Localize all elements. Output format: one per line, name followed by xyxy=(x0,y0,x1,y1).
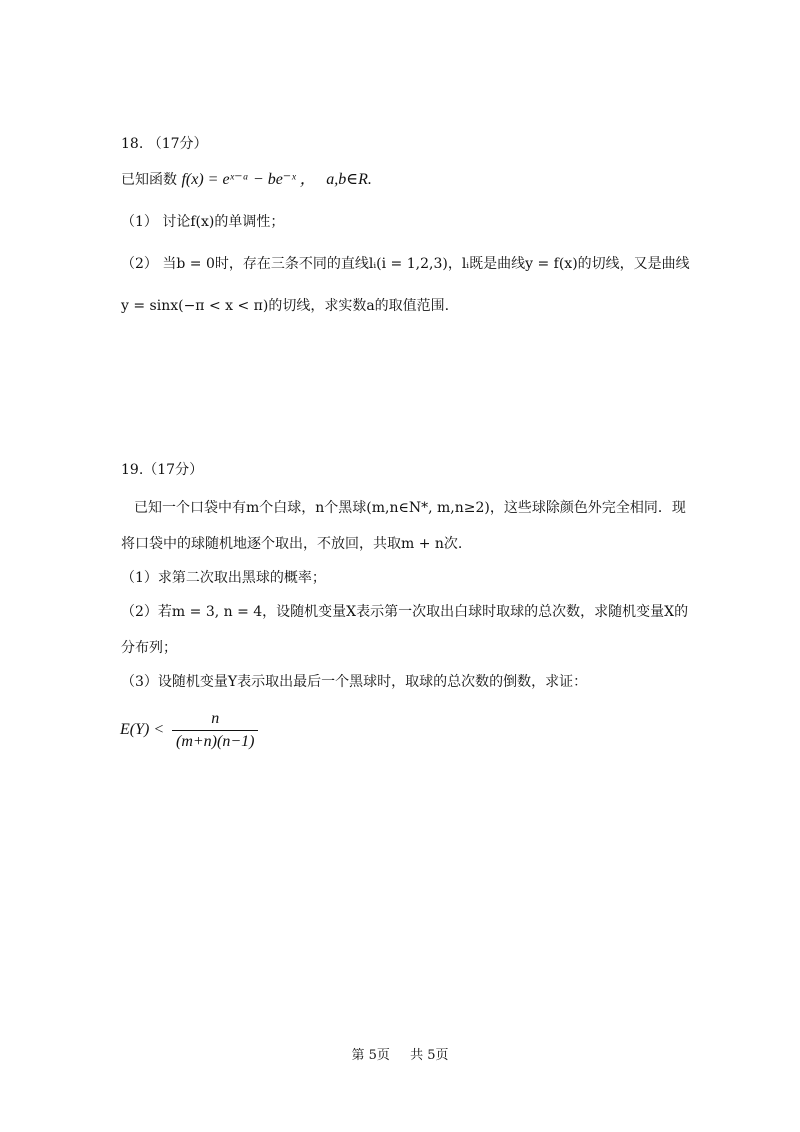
q19-part2-line1: （2）若m = 3, n = 4，设随机变量X表示第一次取出白球时取球的总次数，求随机变量X的 xyxy=(121,604,689,620)
q19-header: 19.（17分） xyxy=(121,462,204,478)
fraction-numerator: n xyxy=(211,710,220,727)
inequality-fraction xyxy=(172,708,258,753)
q18-function-expression: f(x) = eˣ⁻ᵃ − be⁻ˣ ， xyxy=(181,171,316,188)
q18-part2-text-line1: 当b = 0时，存在三条不同的直线lᵢ(i = 1,2,3)，lᵢ既是曲线y = f(x)的切线，又是曲线 xyxy=(162,256,690,272)
q18-part1 xyxy=(121,212,284,232)
q18-part2-line1 xyxy=(121,254,690,274)
q19-part3: （3）设随机变量Y表示取出最后一个黑球时，取球的总次数的倒数，求证： xyxy=(121,674,588,690)
fraction-denominator: (m+n)(n−1) xyxy=(176,733,255,750)
expectation-inequality xyxy=(120,708,320,764)
q19-intro-line2: 将口袋中的球随机地逐个取出，不放回，共取m + n次. xyxy=(121,536,463,552)
page-total: 共 5页 xyxy=(410,1048,449,1063)
q18-part1-label: （1） xyxy=(121,214,158,230)
q18-intro xyxy=(121,170,372,190)
q18-header: 18. （17分） xyxy=(121,136,208,152)
q18-intro-prefix: 已知函数 xyxy=(121,172,177,188)
q18-part1-text: 讨论f(x)的单调性； xyxy=(162,214,285,230)
q19-part1: （1）求第二次取出黑球的概率； xyxy=(121,570,326,586)
page-footer xyxy=(0,1044,800,1063)
inequality-lhs: E(Y) < xyxy=(120,721,165,738)
q18-part2-line2: y = sinx(−π < x < π)的切线，求实数a的取值范围. xyxy=(121,298,450,314)
q18-part2-label: （2） xyxy=(121,256,158,272)
page-current: 第 5页 xyxy=(351,1048,390,1063)
q19-part2-line2: 分布列； xyxy=(121,640,177,656)
q18-parameters: a,b∈R. xyxy=(326,171,372,188)
q19-intro-line1: 已知一个口袋中有m个白球，n个黑球(m,n∈N*, m,n≥2)，这些球除颜色外完全相同．现 xyxy=(134,500,686,516)
